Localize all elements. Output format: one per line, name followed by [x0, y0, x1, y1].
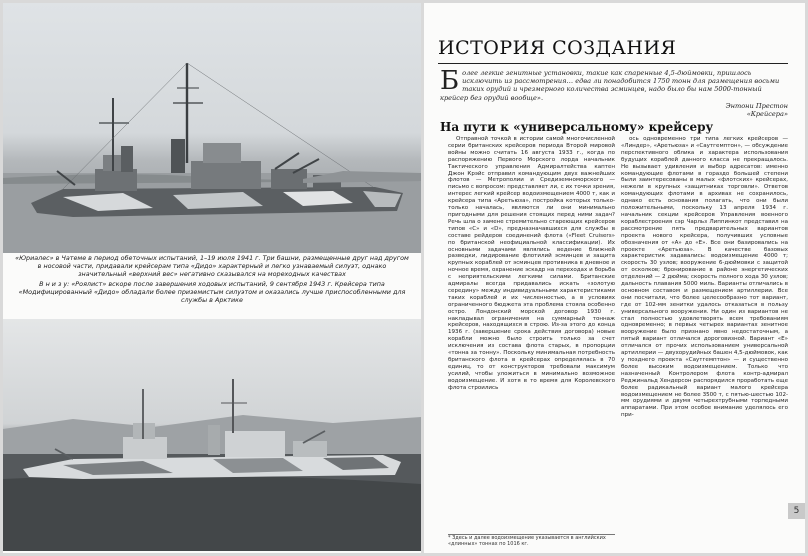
cruiser-euryalus-image	[3, 3, 421, 253]
column-1-text: Отправной точкой в истории самой многочисленной серии британских крейсеров периода Второй мировой войны можно считать 16 августа 1933 г., когда по распоряжению Первого Морского лорда начальник Тактического управления Адмиралтейства каптен Джон Крэйс отправил командующим двух важнейших флотов — Метрополии и Средиземноморского — письмо с вопросом: представляет ли, с их точки зрения, интерес легкий крейсер водоизмещением 4000 т, как и крейсера типа «Аретьюза», постройка которых только-только началась, являются ли они минимально пригодными для решения стоящих перед ними задач? Речь шла о замене стремительно стареющих крейсеров типов «С» и «D», предназначавшихся для службы в составе рейдеров соединений флота («Fleet Cruisers» по британской неофициальной классификации). Их основными задачами являлись ведение ближней разведки, лидирование флотилий эсминцев и защита крупных кораблей от эсминцев противника в дневное и ночное время, охранение эскадр на переходах и борьба с неприятельскими легкими силами. Британские адмиралы всегда придавались искать «золотую середину» между индивидуальными характеристиками таких кораблей и их численностью, а в условиях ограниченного бюджета эта проблема стояла особенно остро. Лондонский морской договор 1930 г. накладывал ограничения на суммарный тоннаж крейсеров, находящихся в строю. Из-за этого до конца 1936 г. (завершение срока действия договора) новые корабли можно было строить только за счет исключения из состава флота старых, в пропорции «тонна за тонну». Поскольку минимальная потребность британского флота в крейсерах определялась в 70 единиц, то от конструкторов требовали максимум усилий, чтобы уложиться в минимально возможное водоизмещение. И хотя в то время для Королевского флота строились	[448, 136, 615, 391]
cruiser-euryalus-photo	[3, 3, 421, 253]
left-page	[3, 3, 421, 553]
epigraph-author: Энтони Престон	[725, 101, 788, 110]
epigraph-text: олее легкие зенитные установки, такие как спаренные 4,5-дюймовки, пришлось исключить из рассмотрения… едва ли понадобится 1750 тонн для размещения восьми таких орудий и чрезмерного количества эсминцев, надо было бы нам 5000-тонный крейсер без орудий вообще».	[440, 69, 780, 102]
footnote: * Здесь и далее водоизмещение указывается в английских «длинных» тоннах по 1016 кг.	[448, 534, 615, 549]
caption-royalist: В н и з у: «Роялист» вскоре после завершения ходовых испытаний, 9 сентября 1943 г. Крейсера типа «Модифицированный «Дидо» обладали более приземистым силуэтом и оказались лучше приспособленными для службы в Арктике	[18, 279, 406, 305]
epigraph	[440, 66, 788, 119]
epigraph-dropcap: Б	[440, 66, 460, 96]
text-column-2	[621, 136, 788, 550]
epigraph-source: «Крейсера»	[746, 110, 788, 119]
caption-euryalus: «Юриалес» в Чатеме в период обеточных испытаний, 1–19 июля 1941 г. Три башни, размещенные друг над другом в носовой части, придавали крейсерам типа «Дидо» характерный и легко узнаваемый силуэт, однако значительный «верхний вес» негативно сказывался на мореходных качествах	[15, 254, 409, 279]
cruiser-royalist-image	[3, 319, 421, 551]
cruiser-royalist-photo	[3, 319, 421, 551]
photo-caption	[13, 254, 411, 316]
column-2-text: ось одновременно три типа легких крейсеров — «Линдер», «Аретьюза» и «Саутгемптон», — обсуждение перспективного облика и характера использования будущих кораблей данного класса не прекращалось. Не вызывает удивления и выбор адресатов: именно командующие флотами в гораздо большей степени были заинтересованы в малых «флотских» крейсерах, нежели в крупных «защитниках торговли». Ответов командующих флотами в архивах не сохранилось, однако есть основания полагать, что они были положительными, поскольку 13 апреля 1934 г. начальник секции крейсеров Управления военного кораблестроения сэр Чарльз Липпинкот представил на рассмотрение пять предварительных вариантов проекта нового крейсера, получивших условные обозначения от «A» до «E». Все они базировались на проекте «Аретьюза». В качестве базовых характеристик задавались: водоизмещение 4000 т; скорость 30 узлов; вооружение 6-дюймовки с защитой от осколков; бронирование в районе энергетических отделений — 2 дюйма; скорость полного хода 30 узлов; дальность плавания 5000 миль. Варианты отличались в основном составом и размещением артиллерии. Все они посчитали, что более целесообразно тот вариант, где от 102-мм зенитки удалось отказаться в пользу универсального вооружения. Ни один из вариантов не стал полностью удовлетворять всем требованиям одновременно; в первых четырех вариантах зенитное вооружение было признано явно недостаточным, а пятый вариант отличался дороговизной. Вариант «Е» отличался от прочих использованием универсальной артиллерии — двухорудийных башен 4,5-дюймовок, как у позднего проекта «Саутгемптон» — и существенно более высоким водоизмещением. Только что назначенный Контролером флота контр-адмирал Реджинальд Хендерсон распорядился проработать еще более радикальный вариант малого крейсера водоизмещением не более 3500 т, с пятью-шестью 102-мм орудиями и двумя четырехтрубными торпедными аппаратами. При этом особое внимание уделялось его при-	[621, 136, 788, 419]
page-number: 5	[788, 503, 805, 519]
text-column-1	[448, 136, 615, 550]
right-page	[424, 3, 805, 553]
section-heading: На пути к «универсальному» крейсеру	[440, 120, 714, 134]
chapter-title: ИСТОРИЯ СОЗДАНИЯ	[438, 37, 788, 64]
